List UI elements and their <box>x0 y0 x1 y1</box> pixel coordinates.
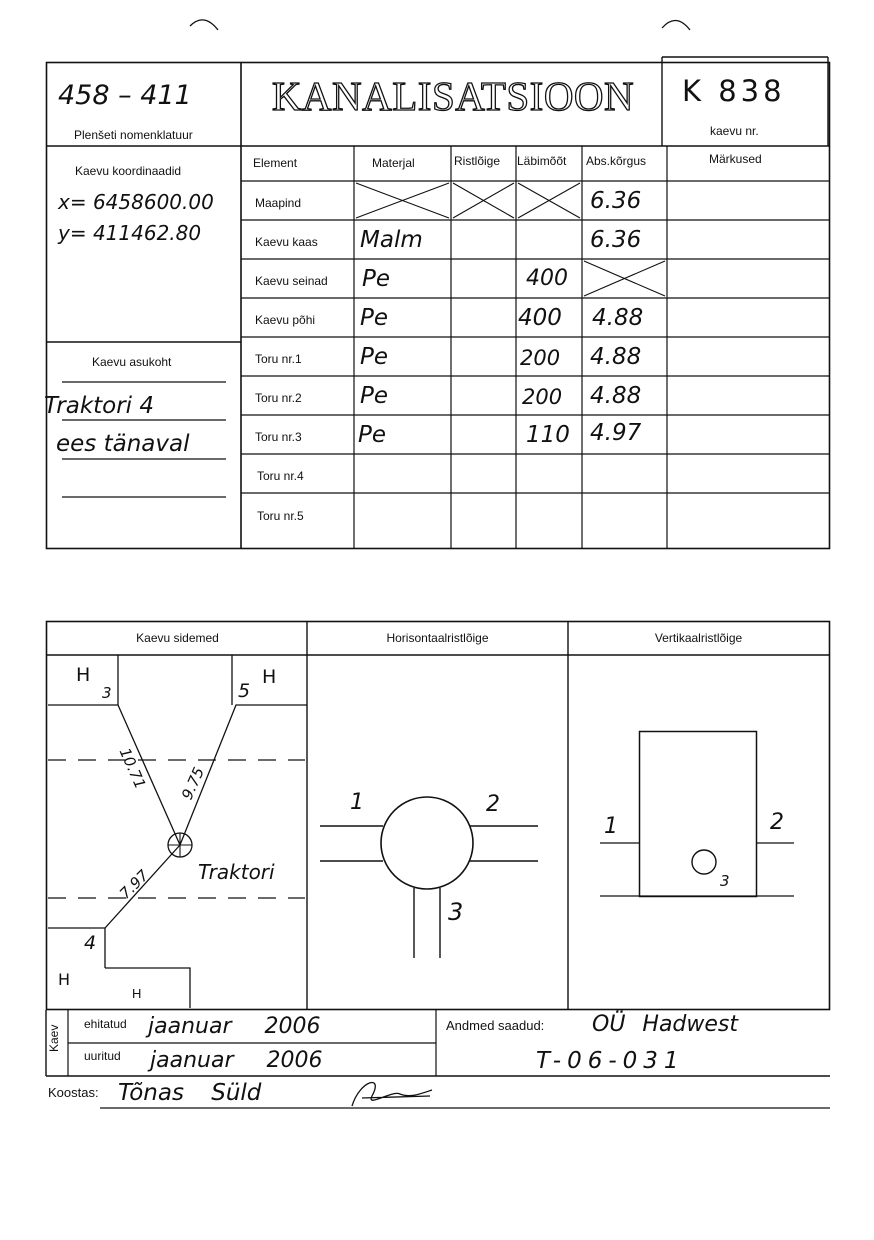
row-element: Kaevu põhi <box>255 313 316 327</box>
row-material: Pe <box>360 383 389 409</box>
well-side-label: Kaev <box>47 1024 61 1052</box>
building-tr-label: H <box>262 666 277 688</box>
building-tl-label: H <box>76 664 91 686</box>
built-label: ehitatud <box>84 1017 127 1031</box>
row-diameter: 110 <box>526 422 570 448</box>
row-diameter: 400 <box>526 266 568 291</box>
building-tl-number: 3 <box>102 684 112 702</box>
header-element: Element <box>253 156 298 170</box>
header-material: Materjal <box>372 156 415 170</box>
row-material: Pe <box>360 344 389 370</box>
location-line2: ees tänaval <box>56 431 190 457</box>
vertical-pipe-label: 3 <box>720 872 730 890</box>
distance-label: 10.71 <box>115 745 150 792</box>
location-line1: Traktori 4 <box>44 393 155 419</box>
building-bl-number: 4 <box>84 932 97 954</box>
row-element: Kaevu kaas <box>255 235 318 249</box>
header-height: Abs.kõrgus <box>586 154 647 168</box>
compiler-label: Koostas: <box>48 1085 99 1100</box>
row-diameter: 200 <box>522 385 563 409</box>
well-number-label: kaevu nr. <box>710 124 759 138</box>
data-source-label: Andmed saadud: <box>446 1018 545 1033</box>
sketch-title-vertical: Vertikaalristlõige <box>654 631 743 645</box>
row-element: Toru nr.2 <box>255 391 302 405</box>
vertical-pipe-label: 2 <box>770 810 784 835</box>
built-value: jaanuar 2006 <box>148 1014 321 1039</box>
building-bl-label: H <box>58 970 71 989</box>
coordinate-x: x= 6458600.00 <box>58 190 214 214</box>
row-height: 6.36 <box>590 227 642 253</box>
document-code: T-06-031 <box>536 1048 685 1074</box>
row-height: 4.88 <box>592 305 644 331</box>
pipe-label: 3 <box>448 898 464 926</box>
nomenclature-label: Plenšeti nomenklatuur <box>74 128 193 142</box>
building-tr-number: 5 <box>238 680 251 702</box>
row-height: 4.97 <box>590 420 642 446</box>
compiler-value: Tõnas Süld <box>118 1080 262 1106</box>
row-diameter: 200 <box>520 346 561 370</box>
header-cross-section: Ristlõige <box>454 154 501 168</box>
row-element: Maapind <box>255 196 302 210</box>
row-height: 6.36 <box>590 188 642 214</box>
data-source-value: OÜ Hadwest <box>592 1012 739 1037</box>
row-height: 4.88 <box>590 344 642 370</box>
vertical-pipe-label: 1 <box>604 814 618 839</box>
well-number-value: K 838 <box>682 74 786 108</box>
street-label: Traktori <box>198 860 275 884</box>
row-height: 4.88 <box>590 383 642 409</box>
location-label: Kaevu asukoht <box>92 355 172 369</box>
sketch-title-links: Kaevu sidemed <box>136 631 219 645</box>
row-material: Pe <box>358 422 387 448</box>
row-material: Malm <box>360 227 423 253</box>
sketch-title-horizontal: Horisontaalristlõige <box>386 631 489 645</box>
header-diameter: Läbimõõt <box>517 154 567 168</box>
surveyed-label: uuritud <box>84 1049 121 1063</box>
nomenclature-value: 458 – 411 <box>58 80 192 111</box>
distance-label: 9.75 <box>178 764 209 803</box>
row-element: Toru nr.3 <box>255 430 302 444</box>
row-element: Toru nr.5 <box>257 509 304 523</box>
building-b-label: H <box>132 986 142 1001</box>
pipe-label: 1 <box>350 790 364 815</box>
coordinates-label: Kaevu koordinaadid <box>75 164 182 178</box>
form-title: KANALISATSIOON <box>271 73 635 119</box>
row-material: Pe <box>360 305 389 331</box>
row-diameter: 400 <box>518 305 562 331</box>
row-material: Pe <box>362 266 391 292</box>
header-notes: Märkused <box>709 152 762 166</box>
distance-label: 7.97 <box>116 866 153 903</box>
surveyed-value: jaanuar 2006 <box>150 1048 323 1073</box>
row-element: Toru nr.4 <box>257 469 304 483</box>
coordinate-y: y= 411462.80 <box>58 221 202 245</box>
row-element: Toru nr.1 <box>255 352 302 366</box>
pipe-label: 2 <box>486 792 500 817</box>
row-element: Kaevu seinad <box>255 274 328 288</box>
signature <box>352 1076 432 1108</box>
